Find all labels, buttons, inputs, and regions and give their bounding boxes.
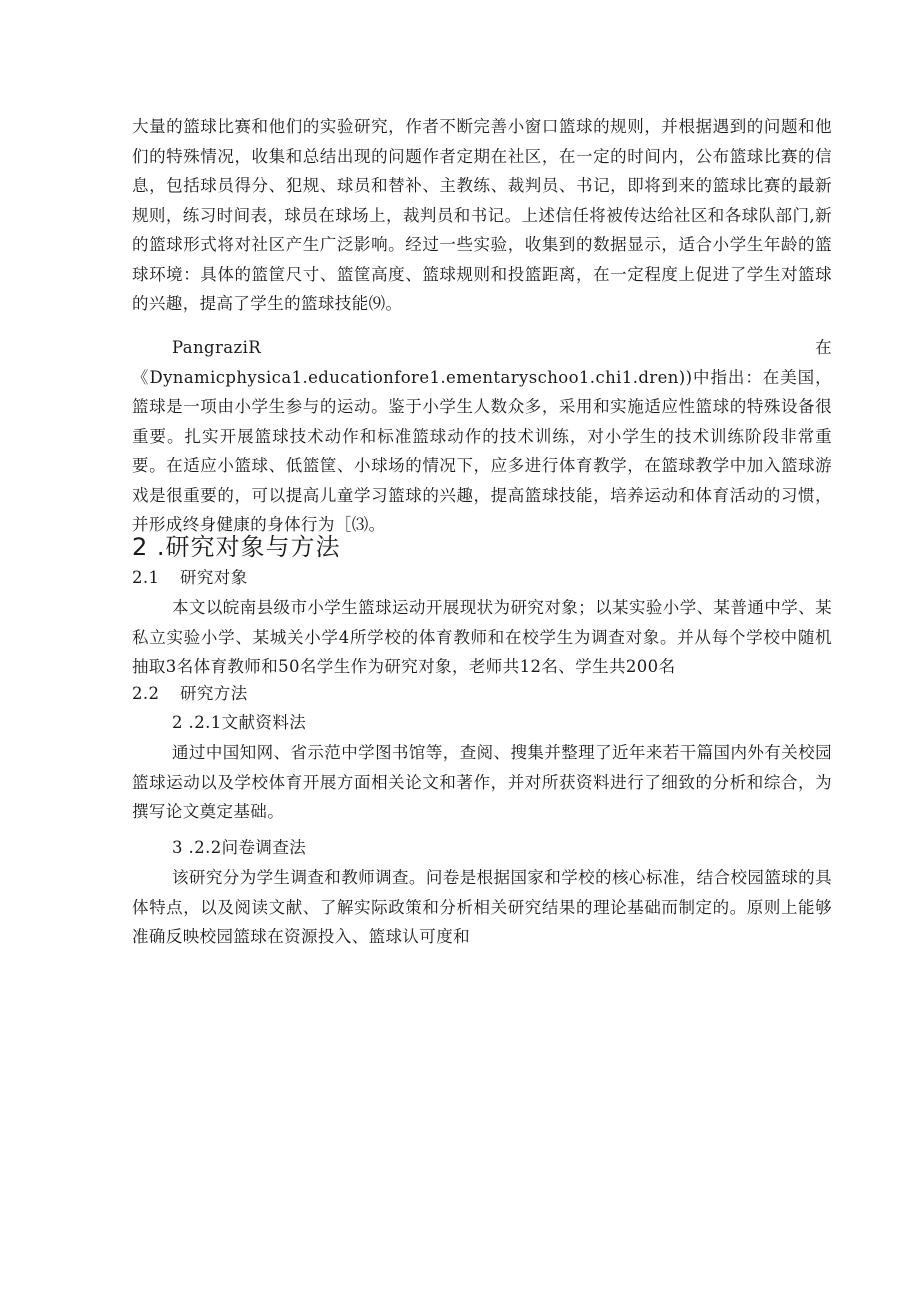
subsection-number: 2.2 xyxy=(132,684,160,703)
paragraph-text: 通过中国知网、省示范中学图书馆等，查阅、搜集并整理了近年来若干篇国内外有关校园篮球运动以及学校体育开展方面相关论文和著作，并对所获资料进行了细致的分析和综合，为撰写论文奠定基础。 xyxy=(132,743,832,821)
subsection-number: 2.1 xyxy=(132,568,160,587)
paragraph-3 xyxy=(132,593,832,682)
subsection-2-1-heading xyxy=(132,564,248,588)
paragraph-text: 该研究分为学生调查和教师调查。问卷是根据国家和学校的核心标准，结合校园篮球的具体特点，以及阅读文献、了解实际政策和分析相关研究结果的理论基础而制定的。原则上能够准确反映校园篮球在资源投入、篮球认可度和 xyxy=(132,868,832,946)
paragraph-text: PangraziR在《Dynamicphysica1.educationfore1.ementaryschoo1.chi1.dren))中指出：在美国，篮球是一项由小学生参与的运动。鉴于小学生人数众多，采用和实施适应性篮球的特殊设备很重要。扎实开展篮球技术动作和标准篮球动作的技术训练，对小学生的技术训练阶段非常重要。在适应小篮球、低篮筐、小球场的情况下，应多进行体育教学，在篮球教学中加入篮球游戏是很重要的，可以提高儿童学习篮球的兴趣，提高篮球技能，培养运动和体育活动的习惯，并形成终身健康的身体行为［⑶。 xyxy=(132,338,832,534)
subsection-3-2-2-heading: 3 .2.2问卷调查法 xyxy=(172,838,307,857)
paragraph-text: 本文以皖南县级市小学生篮球运动开展现状为研究对象；以某实验小学、某普通中学、某私立实验小学、某城关小学4所学校的体育教师和在校学生为调查对象。并从每个学校中随机抽取3名体育教师和50名学生作为研究对象，老师共12名、学生共200名 xyxy=(132,598,832,676)
section-2-heading: 2 .研究对象与方法 xyxy=(132,533,341,561)
paragraph-1 xyxy=(132,112,832,319)
paragraph-5 xyxy=(132,863,832,952)
paragraph-2 xyxy=(132,333,832,540)
subsection-title: 研究方法 xyxy=(180,684,248,703)
paragraph-text: 大量的篮球比赛和他们的实验研究，作者不断完善小窗口篮球的规则，并根据遇到的问题和他们的特殊情况，收集和总结出现的问题作者定期在社区，在一定的时间内，公布篮球比赛的信息，包括球员得分、犯规、球员和替补、主教练、裁判员、书记，即将到来的篮球比赛的最新规则，练习时间表，球员在球场上，裁判员和书记。上述信任将被传达给社区和各球队部门,新的篮球形式将对社区产生广泛影响。经过一些实验，收集到的数据显示，适合小学生年龄的篮球环境：具体的篮筐尺寸、篮筐高度、篮球规则和投篮距离，在一定程度上促进了学生对篮球的兴趣，提高了学生的篮球技能⑼。 xyxy=(132,117,832,313)
paragraph-4 xyxy=(132,738,832,827)
subsection-title: 研究对象 xyxy=(180,568,248,587)
subsection-2-2-heading xyxy=(132,680,248,704)
subsection-2-2-1-heading: 2 .2.1文献资料法 xyxy=(172,713,307,732)
